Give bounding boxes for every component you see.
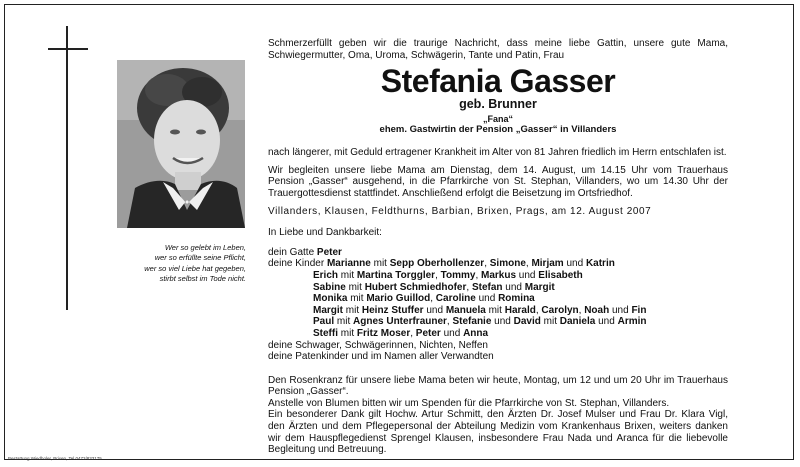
family-member-name: Mirjam: [531, 258, 564, 270]
funeral-details: Wir begleiten unsere liebe Mama am Dienstag, dem 14. August, um 14.15 Uhr vom Trauerhaus Pension „Gasser“ ausgehend, in die Pfarrkirche von St. Stephan, Villanders, wo um 14.30 Uhr der Trauergottesdienst stattfindet. Anschließend erfolgt die Beisetzung im Ortsfriedhof.: [268, 164, 728, 199]
connector-text: mit: [338, 327, 357, 339]
spouse-name: Peter: [316, 246, 342, 258]
memorial-quote: [96, 243, 246, 284]
nickname: „Fana“: [482, 114, 513, 125]
relatives-line: deine Schwager, Schwägerinnen, Nichten, Neffen: [268, 339, 488, 351]
family-member-name: Anna: [463, 327, 489, 339]
children-list: [268, 258, 728, 339]
quote-line: wer so viel Liebe hat gegeben,: [144, 263, 246, 273]
family-member-name: Heinz Stuffer: [361, 304, 424, 316]
family-member-name: Fritz Moser: [356, 327, 411, 339]
family-member-name: Martina Torggler: [356, 269, 436, 281]
children-line: [268, 282, 728, 294]
connector-text: ,: [446, 316, 453, 328]
connector-text: mit: [347, 293, 367, 305]
connector-text: und: [440, 327, 464, 339]
death-notice: nach längerer, mit Geduld ertragener Krankheit im Alter von 81 Jahren friedlich im Herrn entschlafen ist.: [268, 147, 727, 159]
connector-text: ,: [484, 258, 490, 270]
birth-name: geb. Brunner: [459, 97, 537, 112]
children-line: [268, 328, 728, 340]
connector-text: ,: [435, 269, 441, 281]
connector-text: ,: [535, 304, 542, 316]
cross-icon-horizontal: [48, 48, 88, 50]
connector-text: mit: [343, 304, 362, 316]
family-member-name: Hubert Schmiedhofer: [364, 281, 467, 293]
connector-text: und: [516, 269, 539, 281]
children-line: [268, 305, 728, 317]
children-prefix: deine Kinder: [268, 258, 327, 270]
family-member-name: Fin: [631, 304, 647, 316]
connector-text: mit: [338, 269, 357, 281]
family-member-name: Erich: [313, 269, 339, 281]
connector-text: ,: [466, 281, 472, 293]
quote-line: stirbt selbst im Tode nicht.: [159, 273, 246, 283]
connector-text: und: [609, 304, 632, 316]
family-member-name: Daniela: [559, 316, 596, 328]
quote-line: Wer so gelebt im Leben,: [164, 243, 246, 252]
quote-line: wer so erfüllte seine Pflicht,: [154, 253, 246, 263]
family-member-name: Peter: [415, 327, 441, 339]
family-member-name: Margit: [313, 304, 343, 316]
obituary-text: [268, 38, 728, 456]
family-member-name: Tommy: [440, 269, 476, 281]
cross-icon-vertical: [66, 26, 68, 310]
family-member-name: Sabine: [313, 281, 346, 293]
connector-text: und: [502, 281, 525, 293]
family-member-name: Carolyn: [541, 304, 579, 316]
connector-text: ,: [578, 304, 585, 316]
connector-text: mit: [540, 316, 560, 328]
funeral-home-credit: Bestattung Wiedholer, Brixen, Tel.0472/833175: [8, 456, 102, 461]
thanks-paragraph: Ein besonderer Dank gilt Hochw. Artur Schmitt, den Ärzten Dr. Josef Mulser und Frau Dr. Klara Vigl, den Ärzten und dem Pflegepersonal der Abteilung Medizin vom Krankenhaus Brixen, weiters danken wir dem Hauspflegedienst Sprengel Klausen, insbesondere Frau Nada und Aranca für die liebevolle Begleitung und Betreuung.: [268, 409, 728, 456]
family-member-name: Armin: [617, 316, 647, 328]
connector-text: und: [563, 258, 586, 270]
family-member-name: Marianne: [326, 258, 371, 270]
children-line: [268, 258, 728, 270]
family-member-name: Romina: [498, 293, 535, 305]
connector-text: ,: [525, 258, 532, 270]
connector-text: und: [423, 304, 446, 316]
connector-text: mit: [370, 258, 390, 270]
connector-text: ,: [410, 327, 416, 339]
connector-text: und: [491, 316, 514, 328]
family-member-name: Paul: [313, 316, 335, 328]
connector-text: mit: [485, 304, 505, 316]
family-member-name: Stefanie: [452, 316, 492, 328]
family-member-name: Harald: [504, 304, 536, 316]
children-line: [268, 270, 728, 282]
family-member-name: Sepp Oberhollenzer: [389, 258, 485, 270]
family-member-name: Markus: [481, 269, 517, 281]
place-date: Villanders, Klausen, Feldthurns, Barbian, Brixen, Prags, am 12. August 2007: [268, 205, 652, 217]
family-member-name: Simone: [489, 258, 526, 270]
deceased-name: Stefania Gasser: [380, 63, 616, 100]
family-member-name: Stefan: [471, 281, 503, 293]
mourners-heading: In Liebe und Dankbarkeit:: [268, 227, 382, 239]
connector-text: ,: [475, 269, 482, 281]
donation-request: Anstelle von Blumen bitten wir um Spenden für die Pfarrkirche von St. Stephan, Villanders.: [268, 397, 670, 409]
connector-text: und: [475, 293, 499, 305]
family-member-name: Katrin: [585, 258, 615, 270]
family-member-name: Mario Guillod: [366, 293, 431, 305]
family-member-name: Caroline: [435, 293, 476, 305]
rosary-notice: Den Rosenkranz für unsere liebe Mama beten wir heute, Montag, um 12 und um 20 Uhr im Trauerhaus Pension „Gasser“.: [268, 374, 728, 398]
family-member-name: Margit: [524, 281, 555, 293]
relatives-line: deine Patenkinder und im Namen aller Verwandten: [268, 351, 494, 363]
occupation: ehem. Gastwirtin der Pension „Gasser“ in Villanders: [379, 124, 617, 136]
portrait-photo: [117, 60, 245, 228]
connector-text: ,: [430, 293, 436, 305]
family-member-name: Elisabeth: [538, 269, 583, 281]
portrait-illustration: [117, 60, 245, 228]
children-line: [268, 316, 728, 328]
family-member-name: Noah: [584, 304, 610, 316]
family-member-name: Steffi: [313, 327, 338, 339]
children-line: [268, 293, 728, 305]
intro-paragraph: Schmerzerfüllt geben wir die traurige Nachricht, dass meine liebe Gattin, unsere gute Mama, Schwiegermutter, Oma, Uroma, Schwägerin, Tante und Patin, Frau: [268, 38, 728, 61]
spouse-line: dein Gatte Peter: [268, 246, 342, 258]
family-member-name: David: [513, 316, 541, 328]
connector-text: mit: [345, 281, 365, 293]
connector-text: mit: [334, 316, 354, 328]
family-member-name: Agnes Unterfrauner: [353, 316, 447, 328]
family-member-name: Manuela: [445, 304, 486, 316]
family-member-name: Monika: [313, 293, 348, 305]
connector-text: und: [595, 316, 618, 328]
